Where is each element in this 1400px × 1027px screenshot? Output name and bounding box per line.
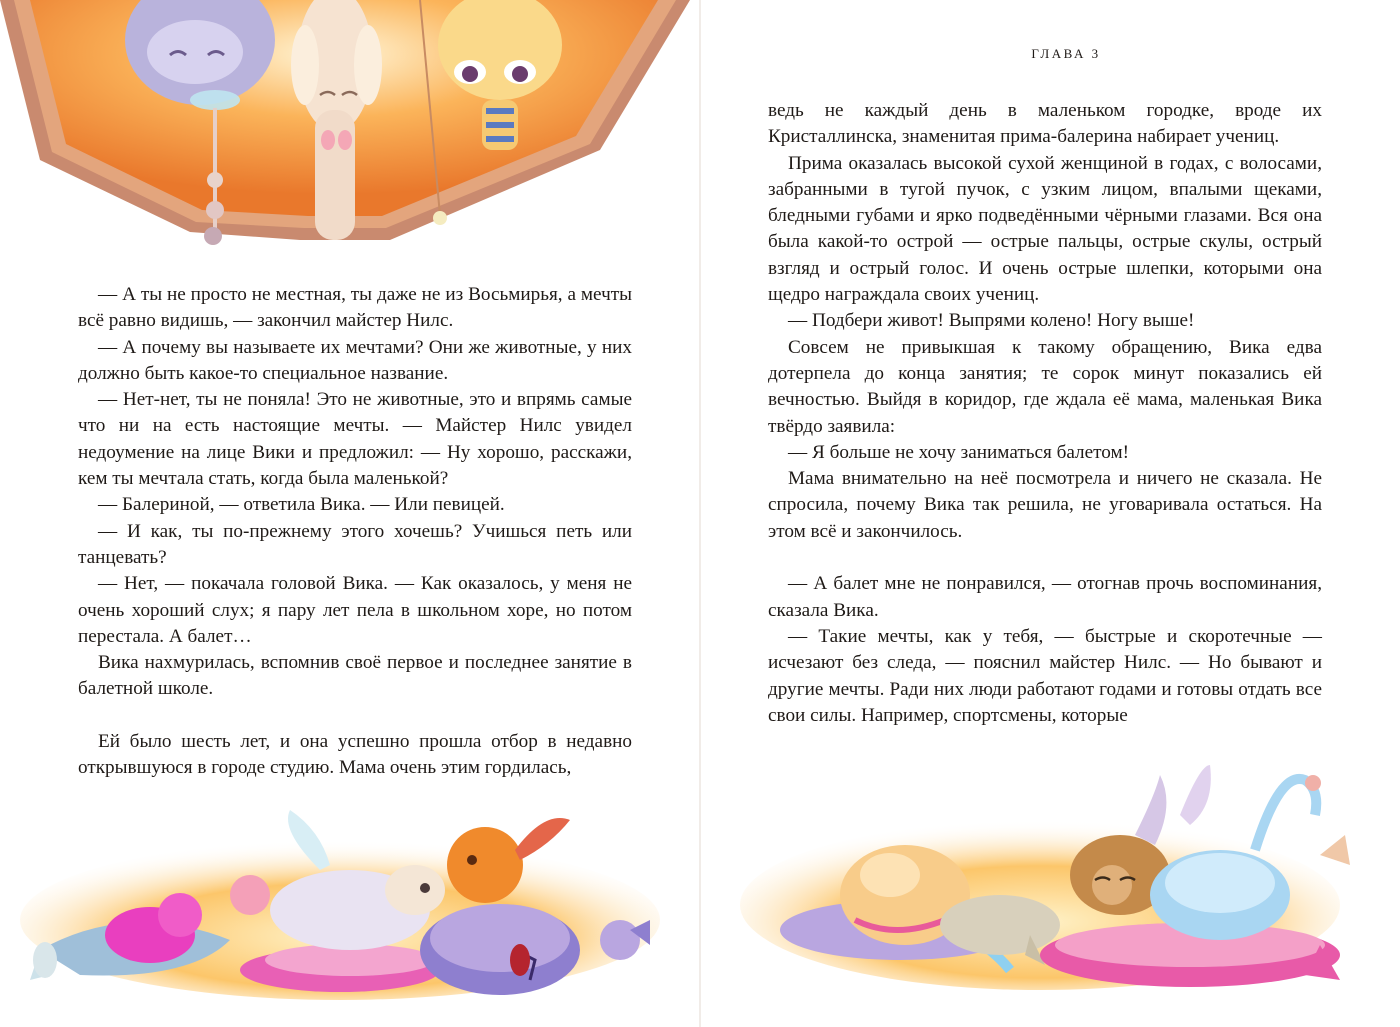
- paragraph: — Нет-нет, ты не поняла! Это не животные, это и впрямь самые что ни на есть настоящие мечты. — Майстер Нилс увидел недоумение на лице Вики и предложил: — Ну хорошо, расскажи, кем ты мечтала стать, когда была маленькой?: [78, 389, 632, 490]
- paragraph: Мама внимательно на неё посмотрела и ничего не сказала. Не спросила, почему Вика так решила, не уговаривала остаться. На этом всё и закончилось.: [768, 468, 1322, 542]
- left-page-text: [78, 282, 632, 782]
- paragraph: Совсем не привыкшая к такому обращению, Вика едва дотерпела до конца занятия; те сорок минут показались ей вечностью. Выйдя в коридор, где ждала её мама, маленькая Вика твёрдо заявила:: [768, 336, 1322, 437]
- paragraph: — А почему вы называете их мечтами? Они же животные, у них должно быть какое-то специальное название.: [78, 336, 632, 384]
- paragraph: — Я больше не хочу заниматься балетом!: [788, 441, 1130, 463]
- creatures-looking-down-icon: [0, 0, 700, 250]
- bottom-left-illustration: [20, 810, 660, 1000]
- paragraph: Прима оказалась высокой сухой женщиной в годах, с волосами, забранными в тугой пучок, с узким лицом, впалыми щеками, бледными губами и ярко подведёнными чёрными глазами. Вся она была какой-то острой — острые пальцы, острые скулы, острый взгляд и острый голос. И очень острые шлепки, которыми она щедро награждала своих учениц.: [768, 152, 1322, 306]
- paragraph: — Балериной, — ответила Вика. — Или певицей.: [98, 494, 505, 516]
- paragraph: — И как, ты по-прежнему этого хочешь? Учишься петь или танцевать?: [78, 520, 632, 568]
- right-page: [700, 0, 1400, 1027]
- paragraph: — А балет мне не понравился, — отогнав прочь воспоминания, сказала Вика.: [768, 573, 1322, 621]
- top-illustration: [0, 0, 700, 250]
- sleeping-creatures-on-pillows-icon: [740, 755, 1380, 995]
- running-head: ГЛАВА 3: [1031, 46, 1101, 61]
- paragraph: — Подбери живот! Выпрями колено! Ногу выше!: [788, 310, 1195, 332]
- paragraph: — А ты не просто не местная, ты даже не из Восьмирья, а мечты всё равно видишь, — закончил майстер Нилс.: [78, 284, 632, 332]
- bottom-right-illustration: [740, 755, 1380, 995]
- paragraph: ведь не каждый день в маленьком городке, вроде их Кристаллинска, знаменитая прима-балерина набирает учениц.: [768, 100, 1322, 148]
- paragraph: Вика нахмурилась, вспомнив своё первое и последнее занятие в балетной школе.: [78, 652, 632, 700]
- creatures-on-pillows-icon: [20, 810, 660, 1000]
- paragraph: — Такие мечты, как у тебя, — быстрые и скоротечные — исчезают без следа, — пояснил майстер Нилс. — Но бывают и другие мечты. Ради них люди работают годами и готовы отдать все свои силы. Например, спортсмены, которые: [768, 625, 1322, 726]
- right-page-text: [768, 98, 1322, 729]
- paragraph: Ей было шесть лет, и она успешно прошла отбор в недавно открывшуюся в городе студию. Мама очень этим гордилась,: [78, 731, 632, 779]
- paragraph: — Нет, — покачала головой Вика. — Как оказалось, у меня не очень хороший слух; я пару лет пела в школьном хоре, но потом перестала. А балет…: [78, 573, 632, 647]
